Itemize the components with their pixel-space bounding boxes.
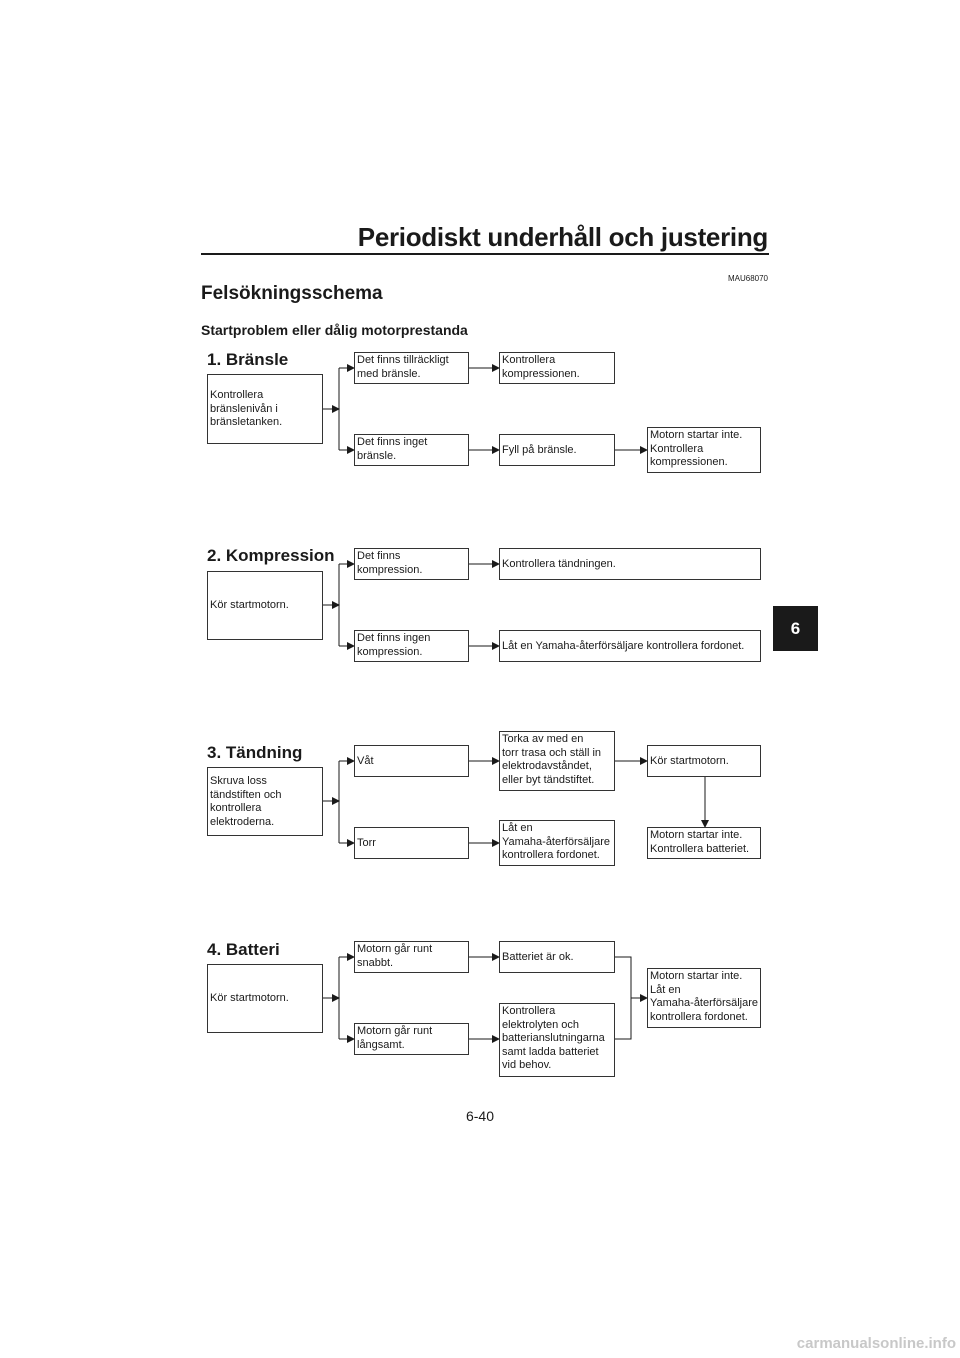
fuel-option-b-next: Fyll på bränsle. xyxy=(499,434,615,466)
page-header-title: Periodiskt underhåll och justering xyxy=(357,222,768,252)
compression-heading: 2. Kompression xyxy=(207,546,335,565)
battery-heading: 4. Batteri xyxy=(207,940,280,959)
ignition-option-b-next: Låt en Yamaha-återförsäljare kontrollera fordonet. xyxy=(499,820,615,866)
ignition-option-a-next: Torka av med en torr trasa och ställ in elektrodavståndet, eller byt tändstiftet. xyxy=(499,731,615,791)
compression-option-a: Det finns kompression. xyxy=(354,548,469,580)
fuel-check-box: Kontrollera bränslenivån i bränsletanken. xyxy=(207,374,323,444)
section-title: Felsökningsschema xyxy=(201,283,383,304)
battery-final: Motorn startar inte. Låt en Yamaha-återförsäljare kontrollera fordonet. xyxy=(647,968,761,1028)
battery-option-b-next: Kontrollera elektrolyten och batterianslutningarna samt ladda batteriet vid behov. xyxy=(499,1003,615,1077)
compression-check-box: Kör startmotorn. xyxy=(207,571,323,640)
fuel-option-b-final: Motorn startar inte. Kontrollera kompressionen. xyxy=(647,427,761,473)
fuel-option-a: Det finns tillräckligt med bränsle. xyxy=(354,352,469,384)
battery-option-a: Motorn går runt snabbt. xyxy=(354,941,469,973)
battery-check-box: Kör startmotorn. xyxy=(207,964,323,1033)
ignition-check-box: Skruva loss tändstiften och kontrollera elektroderna. xyxy=(207,767,323,836)
ignition-option-a-result: Motorn startar inte. Kontrollera batteriet. xyxy=(647,827,761,859)
battery-option-b: Motorn går runt långsamt. xyxy=(354,1023,469,1055)
compression-option-b-next: Låt en Yamaha-återförsäljare kontrollera fordonet. xyxy=(499,630,761,662)
fuel-heading: 1. Bränsle xyxy=(207,350,289,369)
subtitle: Startproblem eller dålig motorprestanda xyxy=(201,322,468,338)
footer-watermark: carmanualsonline.info xyxy=(796,1335,956,1352)
compression-option-b: Det finns ingen kompression. xyxy=(354,630,469,662)
ignition-option-a: Våt xyxy=(354,745,469,777)
page-number: 6-40 xyxy=(465,1108,495,1124)
reference-code: MAU68070 xyxy=(727,274,768,283)
battery-option-a-next: Batteriet är ok. xyxy=(499,941,615,973)
ignition-option-b: Torr xyxy=(354,827,469,859)
chapter-tab: 6 xyxy=(773,606,818,651)
ignition-option-a-final: Kör startmotorn. xyxy=(647,745,761,777)
ignition-heading: 3. Tändning xyxy=(207,743,303,762)
fuel-option-a-next: Kontrollera kompressionen. xyxy=(499,352,615,384)
fuel-option-b: Det finns inget bränsle. xyxy=(354,434,469,466)
compression-option-a-next: Kontrollera tändningen. xyxy=(499,548,761,580)
merge-s4 xyxy=(615,957,631,1039)
